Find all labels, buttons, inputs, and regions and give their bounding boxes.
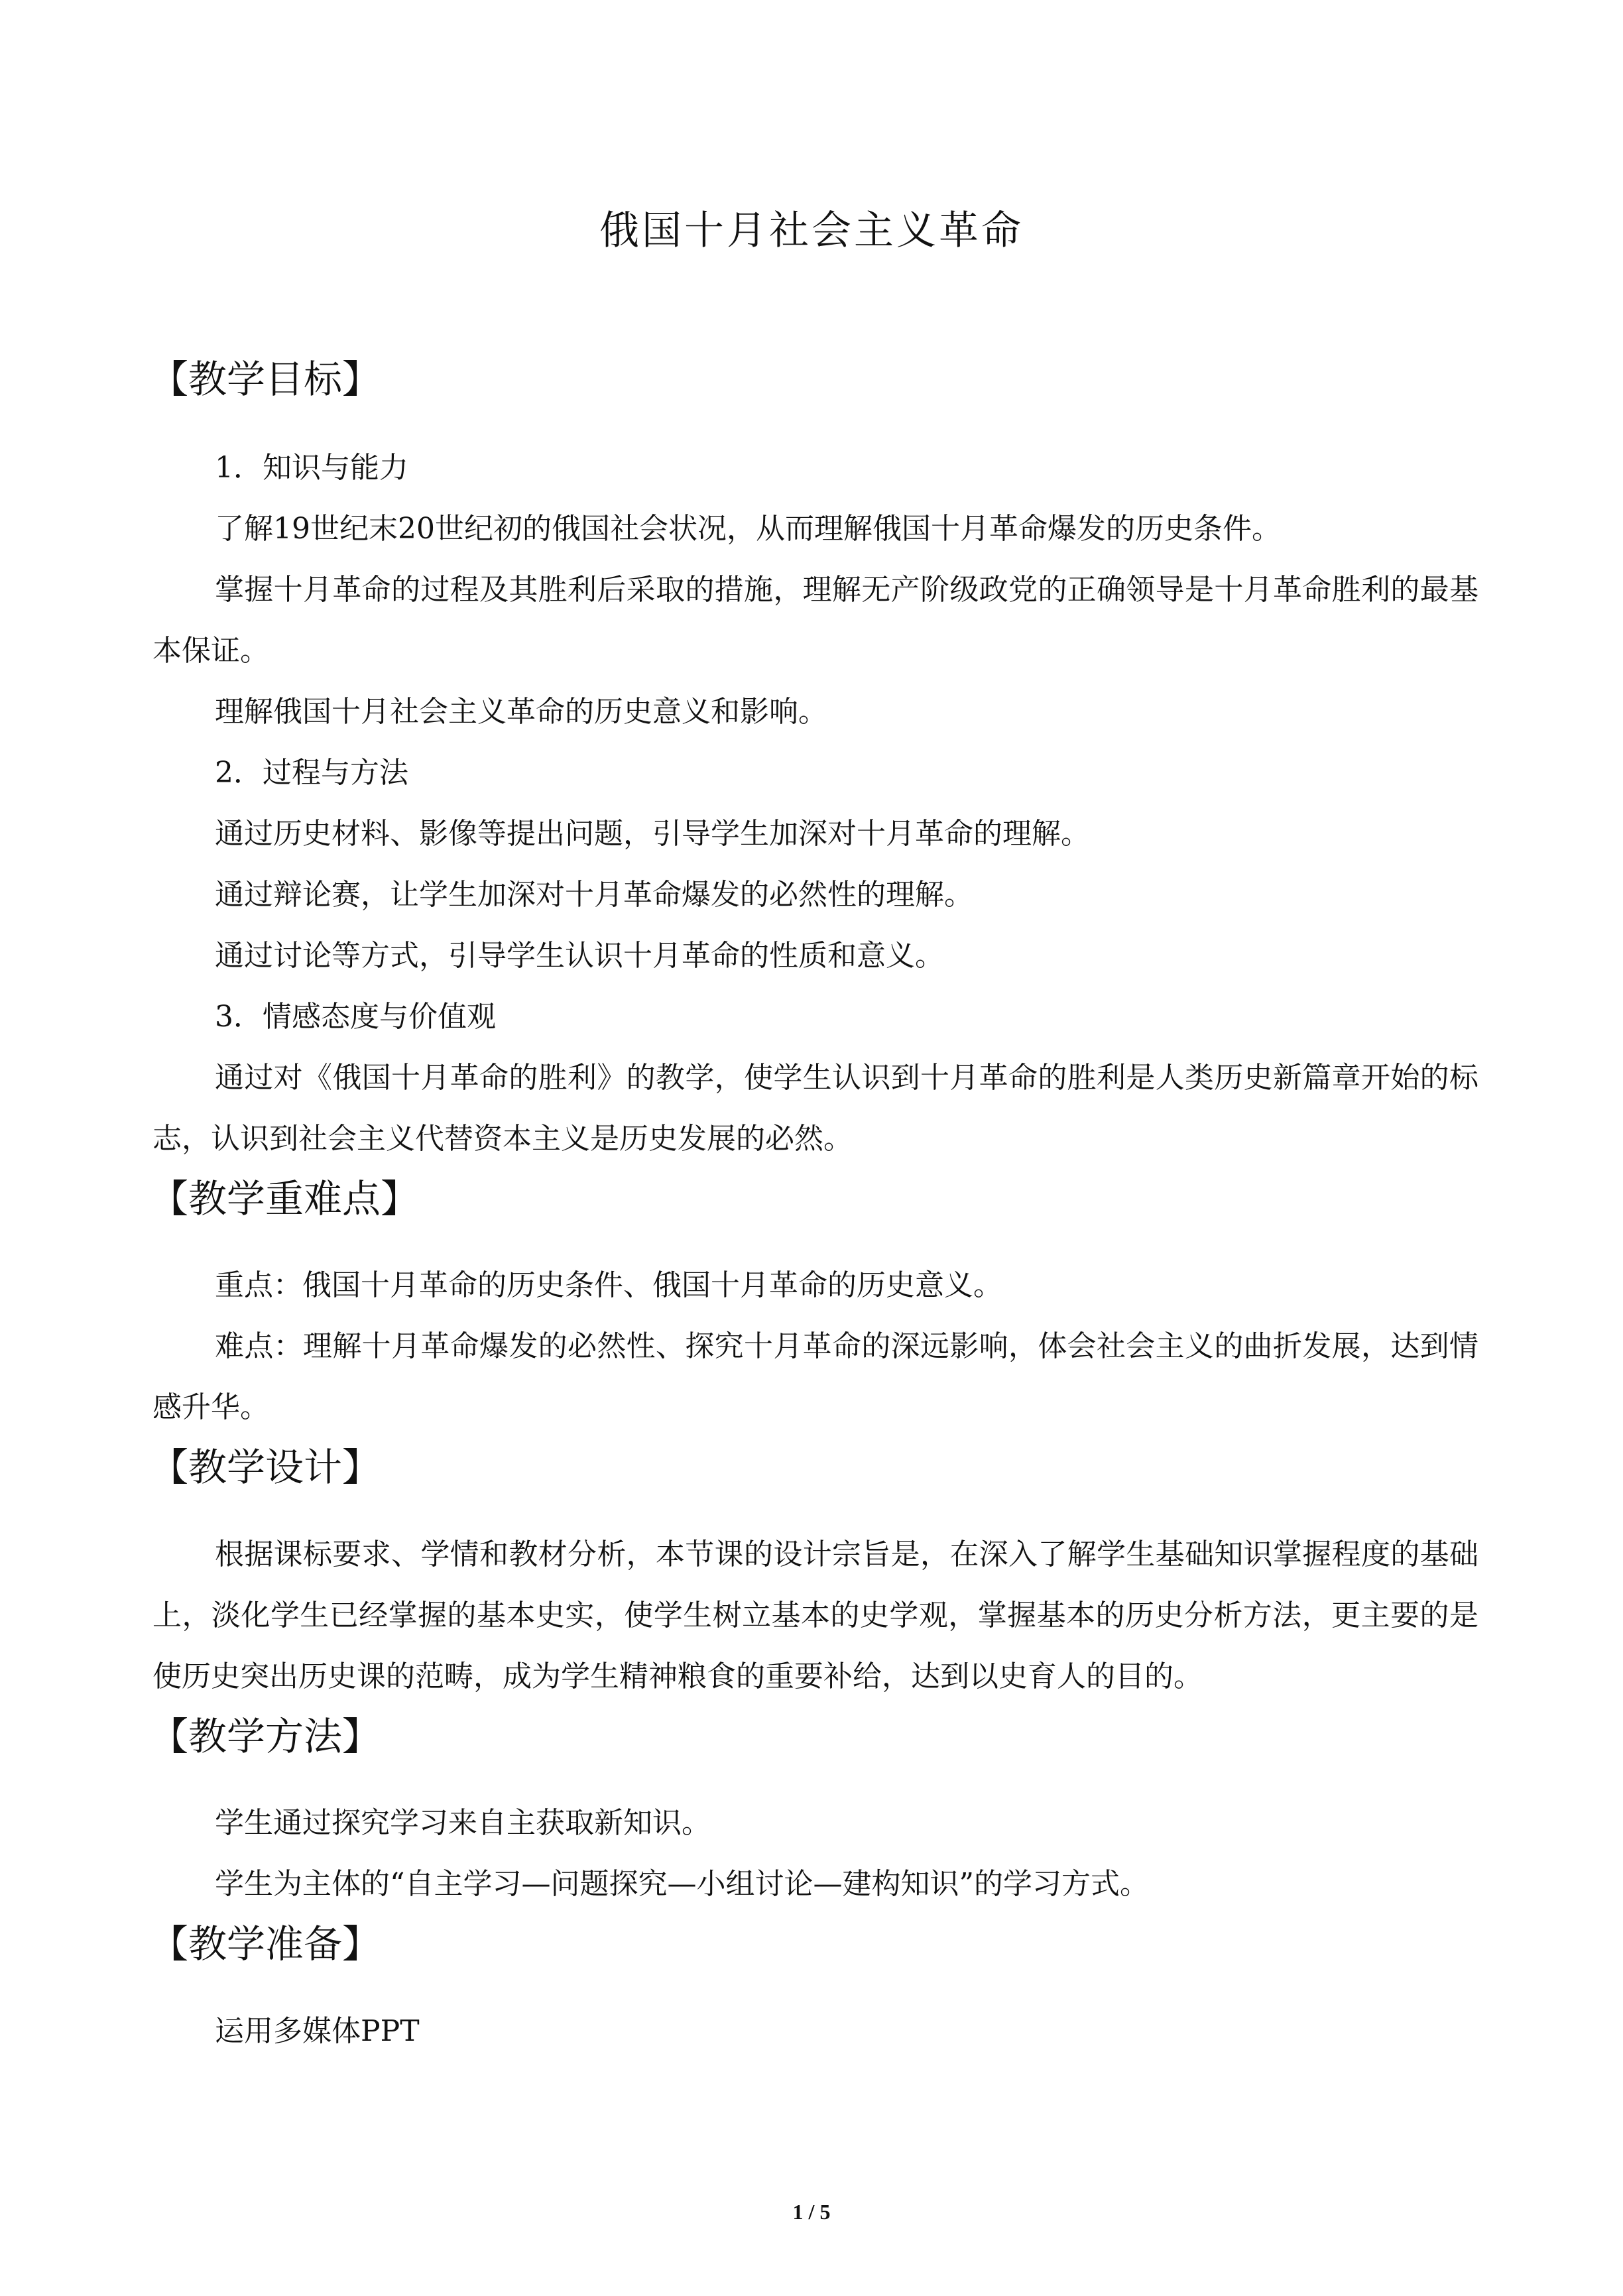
paragraph: 1．知识与能力 xyxy=(215,450,408,485)
document-title: 俄国十月社会主义革命 xyxy=(599,208,1024,254)
paragraph: 学生通过探究学习来自主获取新知识。 xyxy=(215,1806,711,1841)
paragraph: 理解俄国十月社会主义革命的历史意义和影响。 xyxy=(215,694,827,729)
section-heading-key-points: 【教学重难点】 xyxy=(150,1176,420,1221)
paragraph: 重点：俄国十月革命的历史条件、俄国十月革命的历史意义。 xyxy=(215,1268,1002,1303)
paragraph: 难点：理解十月革命爆发的必然性、探究十月革命的深远影响，体会社会主义的曲折发展，达到情感升华。 xyxy=(152,1329,1478,1425)
paragraph: 3．情感态度与价值观 xyxy=(215,999,496,1034)
paragraph: 通过辩论赛，让学生加深对十月革命爆发的必然性的理解。 xyxy=(215,877,973,912)
section-heading-design: 【教学设计】 xyxy=(150,1445,381,1490)
paragraph: 学生为主体的“自主学习—问题探究—小组讨论—建构知识”的学习方式。 xyxy=(215,1867,1149,1902)
paragraph: 运用多媒体PPT xyxy=(215,2014,420,2048)
section-heading-methods: 【教学方法】 xyxy=(150,1713,381,1759)
section-heading-objectives: 【教学目标】 xyxy=(150,357,381,402)
paragraph: 通过讨论等方式，引导学生认识十月革命的性质和意义。 xyxy=(215,938,944,973)
paragraph: 2．过程与方法 xyxy=(215,755,408,790)
paragraph: 通过对《俄国十月革命的胜利》的教学，使学生认识到十月革命的胜利是人类历史新篇章开始的标志，认识到社会主义代替资本主义是历史发展的必然。 xyxy=(152,1060,1478,1156)
page-number: 1 / 5 xyxy=(792,2200,831,2224)
paragraph: 了解19世纪末20世纪初的俄国社会状况，从而理解俄国十月革命爆发的历史条件。 xyxy=(215,511,1281,546)
section-heading-preparation: 【教学准备】 xyxy=(150,1921,381,1967)
paragraph: 根据课标要求、学情和教材分析，本节课的设计宗旨是，在深入了解学生基础知识掌握程度的基础上，淡化学生已经掌握的基本史实，使学生树立基本的史学观，掌握基本的历史分析方法，更主要的是使历史突出历史课的范畴，成为学生精神粮食的重要补给，达到以史育人的目的。 xyxy=(152,1537,1478,1693)
paragraph: 掌握十月革命的过程及其胜利后采取的措施，理解无产阶级政党的正确领导是十月革命胜利的最基本保证。 xyxy=(152,572,1478,668)
document-body xyxy=(152,357,1478,2062)
paragraph: 通过历史材料、影像等提出问题，引导学生加深对十月革命的理解。 xyxy=(215,816,1090,851)
